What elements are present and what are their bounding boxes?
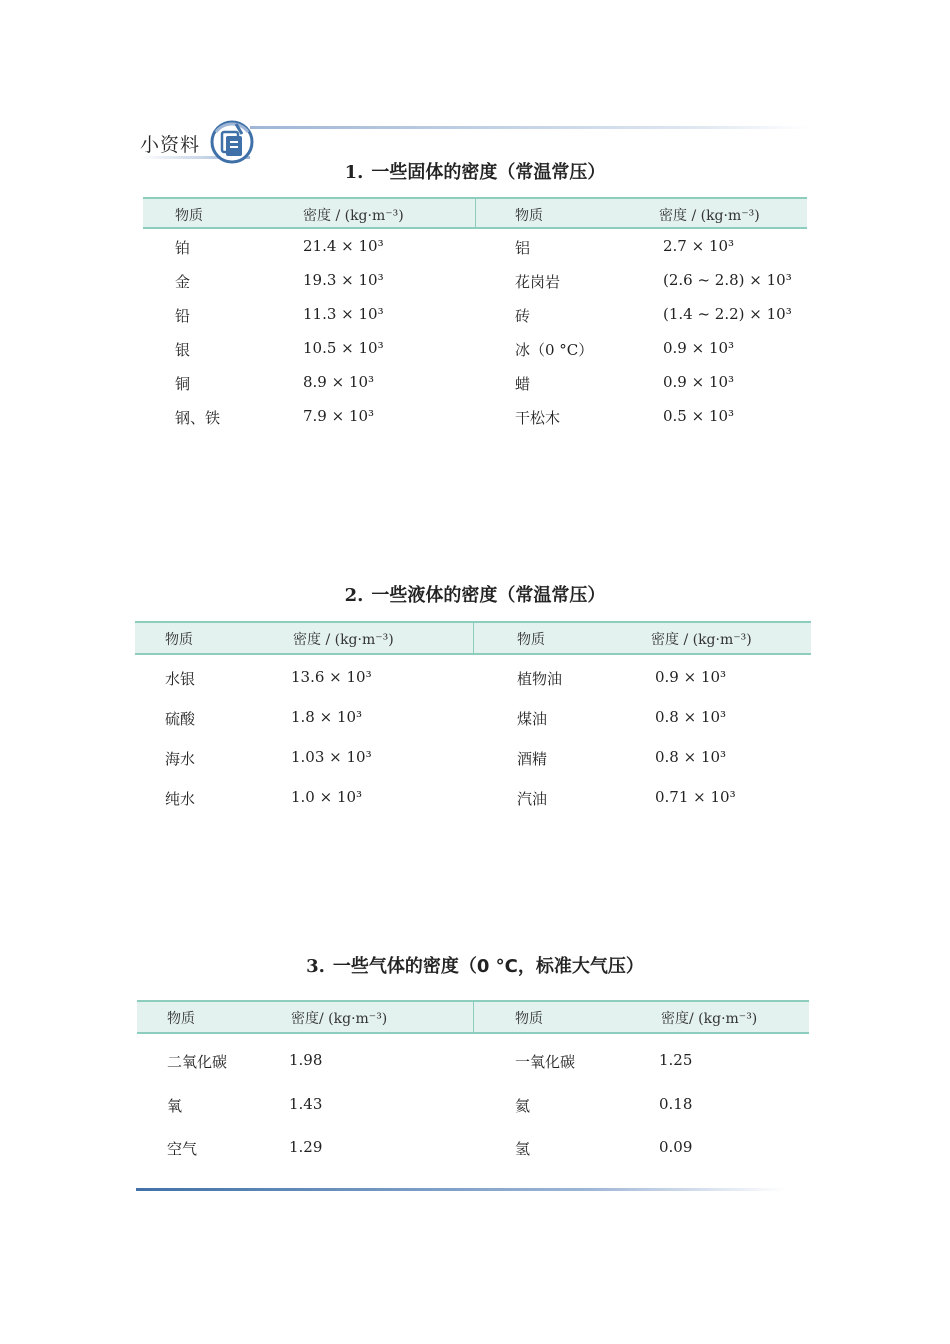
density-cell: 8.9 × 10³ [303, 373, 375, 391]
solids-table [143, 197, 807, 437]
substance-cell: 氦 [515, 1097, 531, 1115]
substance-cell: 空气 [167, 1140, 198, 1158]
substance-cell: 硫酸 [165, 710, 196, 728]
substance-cell: 花岗岩 [515, 273, 561, 291]
substance-cell: 水银 [165, 670, 196, 688]
section-2-title: 2. 一些液体的密度（常温常压） [344, 585, 606, 606]
substance-cell: 钢、铁 [175, 409, 221, 427]
substance-cell: 银 [175, 341, 191, 359]
liquids-table [135, 621, 811, 821]
substance-cell: 干松木 [515, 409, 561, 427]
density-cell: 0.8 × 10³ [655, 748, 727, 766]
header-substance: 物质 [515, 1011, 543, 1027]
density-cell: 1.98 [289, 1051, 323, 1069]
substance-cell: 蜡 [515, 375, 531, 393]
table-header [137, 1000, 809, 1034]
density-cell: 21.4 × 10³ [303, 237, 384, 255]
density-cell: 13.6 × 10³ [291, 668, 372, 686]
density-cell: 0.18 [659, 1095, 693, 1113]
header-substance: 物质 [175, 208, 203, 224]
density-cell: 19.3 × 10³ [303, 271, 384, 289]
density-cell: 2.7 × 10³ [663, 237, 735, 255]
substance-cell: 氢 [515, 1140, 531, 1158]
substance-cell: 纯水 [165, 790, 196, 808]
density-cell: 0.09 [659, 1138, 693, 1156]
header-density: 密度/ (kg·m⁻³) [291, 1011, 388, 1027]
density-cell: 10.5 × 10³ [303, 339, 384, 357]
density-cell: 1.8 × 10³ [291, 708, 363, 726]
substance-cell: 氧 [167, 1097, 183, 1115]
substance-cell: 酒精 [517, 750, 548, 768]
substance-cell: 砖 [515, 307, 531, 325]
density-cell: 1.0 × 10³ [291, 788, 363, 806]
header-density: 密度/ (kg·m⁻³) [661, 1011, 758, 1027]
header-density: 密度 / (kg·m⁻³) [303, 208, 404, 224]
density-cell: 0.9 × 10³ [663, 339, 735, 357]
header-substance: 物质 [167, 1011, 195, 1027]
substance-cell: 植物油 [517, 670, 563, 688]
density-cell: 11.3 × 10³ [303, 305, 384, 323]
substance-cell: 铂 [175, 239, 191, 257]
density-cell: (2.6 ~ 2.8) × 10³ [663, 271, 792, 289]
substance-cell: 铝 [515, 239, 531, 257]
density-cell: 0.9 × 10³ [655, 668, 727, 686]
section-1-title: 1. 一些固体的密度（常温常压） [344, 162, 606, 183]
density-cell: 1.25 [659, 1051, 693, 1069]
substance-cell: 铜 [175, 375, 191, 393]
header-density: 密度 / (kg·m⁻³) [651, 632, 752, 648]
density-cell: 7.9 × 10³ [303, 407, 375, 425]
section-3-title: 3. 一些气体的密度（0 °C，标准大气压） [306, 956, 644, 977]
header-substance: 物质 [517, 632, 545, 648]
substance-cell: 汽油 [517, 790, 548, 808]
header-substance: 物质 [515, 208, 543, 224]
banner-label: 小资料 [140, 134, 201, 156]
density-cell: 0.71 × 10³ [655, 788, 736, 806]
substance-cell: 铅 [175, 307, 191, 325]
substance-cell: 煤油 [517, 710, 548, 728]
gases-table [137, 1000, 809, 1170]
table-header [143, 197, 807, 229]
density-cell: (1.4 ~ 2.2) × 10³ [663, 305, 792, 323]
density-cell: 1.29 [289, 1138, 323, 1156]
substance-cell: 海水 [165, 750, 196, 768]
density-cell: 0.9 × 10³ [663, 373, 735, 391]
substance-cell: 一氧化碳 [515, 1053, 576, 1071]
table-header [135, 621, 811, 655]
substance-cell: 金 [175, 273, 191, 291]
density-cell: 0.5 × 10³ [663, 407, 735, 425]
header-density: 密度 / (kg·m⁻³) [293, 632, 394, 648]
density-cell: 1.43 [289, 1095, 323, 1113]
footer-rule [136, 1188, 786, 1191]
density-cell: 1.03 × 10³ [291, 748, 372, 766]
substance-cell: 冰（0 °C） [515, 341, 594, 359]
substance-cell: 二氧化碳 [167, 1053, 228, 1071]
header-substance: 物质 [165, 632, 193, 648]
header-density: 密度 / (kg·m⁻³) [659, 208, 760, 224]
density-cell: 0.8 × 10³ [655, 708, 727, 726]
banner-rule [250, 126, 810, 129]
